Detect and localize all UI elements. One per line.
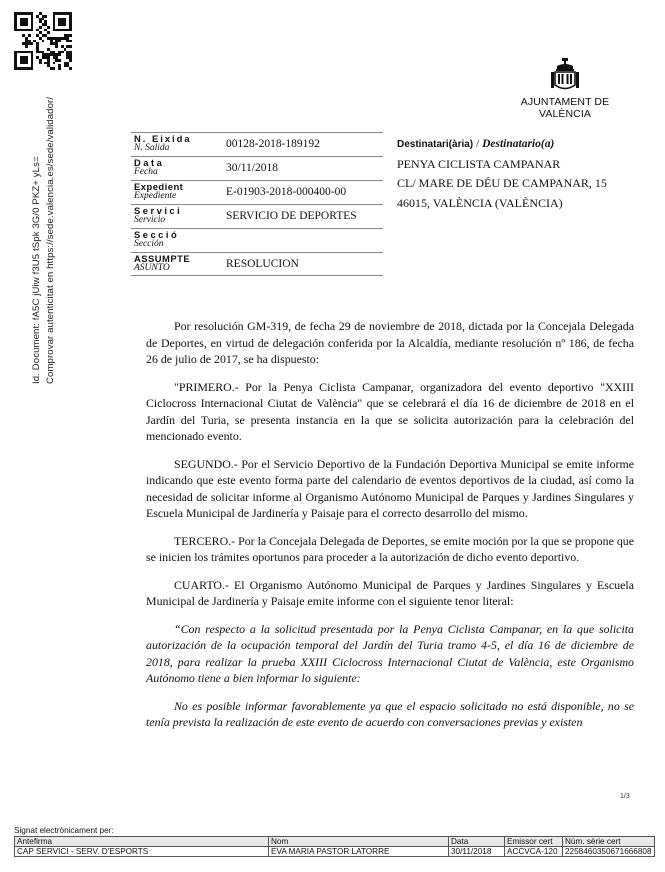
meta-row-service [131, 204, 383, 228]
recipient-header-es: Destinatario(a) [482, 138, 555, 150]
meta-label-es: N. Salida [134, 142, 170, 153]
coat-of-arms-icon [548, 58, 582, 94]
meta-label-va: Data [134, 157, 165, 168]
document-body [146, 318, 634, 742]
logo-text: AJUNTAMENT DE VALÈNCIA [520, 96, 610, 120]
table-row [15, 847, 655, 857]
signature-date: 30/11/2018 [449, 847, 505, 857]
meta-row-file [131, 180, 383, 204]
recipient-block [397, 135, 607, 213]
meta-value: 30/11/2018 [226, 162, 278, 174]
body-paragraph: CUARTO.- El Organismo Autónomo Municipal de Parques y Jardines Singulares y Escuela Municipal de Jardinería y Paisaje emite informe con el siguiente tenor literal: [146, 577, 634, 608]
city-council-logo [495, 58, 635, 120]
verify-url-text: Comprovar autenticitat en https://sede.valencia.es/sede/validador/ [45, 96, 56, 384]
electronic-signature-block [14, 826, 654, 857]
recipient-address: CL/ MARE DE DÉU DE CAMPANAR, 15 [397, 176, 607, 190]
cert-serial: 2258460350671666808 [563, 847, 655, 857]
meta-label-es: Sección [134, 238, 164, 249]
meta-label-va: ASSUMPTE [134, 253, 191, 264]
signature-title: Signat electrònicament per: [14, 826, 114, 835]
document-id: Id. Document: fA5C jUiw f3U5 tSpk 3G/0 PKZ+ yLs= [31, 156, 42, 384]
signature-header-row [15, 837, 655, 847]
meta-value: SERVICIO DE DEPORTES [226, 210, 357, 222]
quoted-paragraph: No es posible informar favorablemente ya que el espacio solicitado no está disponible, no se tenía prevista la realización de este evento de acuerdo con conversaciones previas y existen [146, 698, 634, 729]
page-number: 1/3 [620, 793, 630, 800]
column-header: Núm. sèrie cert [563, 837, 655, 847]
qr-code [14, 12, 72, 70]
column-header: Emissor cert [505, 837, 563, 847]
document-metadata-table [131, 132, 383, 276]
meta-label-es: Fecha [134, 166, 158, 177]
meta-value: RESOLUCION [226, 258, 299, 270]
meta-label-es: Servicio [134, 214, 166, 225]
column-header: Nom [269, 837, 449, 847]
meta-value: 00128-2018-189192 [226, 138, 320, 150]
meta-label-es: Expediente [134, 190, 177, 201]
column-header: Data [449, 837, 505, 847]
meta-row-exit-number [131, 132, 383, 156]
meta-label-es: ASUNTO [134, 262, 170, 273]
meta-value: E-01903-2018-000400-00 [226, 186, 347, 198]
body-paragraph: TERCERO.- Por la Concejala Delegada de Deportes, se emite moción por la que se propone que se inicien los trámites oportunos para proceder a la autorización de dicho evento deportivo. [146, 533, 634, 564]
recipient-header [397, 135, 607, 155]
quoted-paragraph: “Con respecto a la solicitud presentada por la Penya Ciclista Campanar, en la que solicita autorización de la ocupación temporal del Jardín del Turia tramo 4-5, el día 16 de diciembre de 2018, para realizar la prueba XXIII Ciclocross Internacional Ciutat de València, este Organismo Autónomo tiene a bien informar lo siguiente: [146, 621, 634, 685]
signer-role: CAP SERVICI - SERV. D'ESPORTS [15, 847, 269, 857]
recipient-name: PENYA CICLISTA CAMPANAR [397, 156, 561, 171]
body-paragraph: SEGUNDO.- Por el Servicio Deportivo de la Fundación Deportiva Municipal se emite informe indicando que este evento forma parte del calendario de eventos deportivos de la ciudad, así como la necesidad de solicitar informe al Organismo Autónomo Municipal de Parques y Jardines Singulares y Escuela Municipal de Jardinería y Paisaje para el correcto desarrollo del mismo. [146, 456, 634, 520]
column-header: Antefirma [15, 837, 269, 847]
recipient-city: 46015, VALÈNCIA (VALÈNCIA) [397, 195, 563, 210]
cert-issuer: ACCVCA-120 [505, 847, 563, 857]
body-paragraph: "PRIMERO.- Por la Penya Ciclista Campanar, organizadora del evento deportivo "XXIII Ciclocross Internacional Ciutat de València" que se celebrará el día 16 de diciembre de 2018 en el Jardín del Turia, se presenta instancia en la que se solicita autorización para la celebración del mencionado evento. [146, 379, 634, 443]
signer-name: EVA MARIA PASTOR LATORRE [269, 847, 449, 857]
signature-table [14, 836, 655, 857]
meta-label-va: Secció [134, 229, 180, 240]
meta-value [223, 229, 383, 252]
meta-label-va: Expedient [134, 181, 184, 192]
recipient-header-separator: / [473, 138, 483, 150]
body-paragraph: Por resolución GM-319, de fecha 29 de noviembre de 2018, dictada por la Concejala Delegada de Deportes, en virtud de delegación conferida por la Alcaldía, mediante resolución nº 186, de fecha 26 de julio de 2017, se ha dispuesto: [146, 319, 634, 366]
meta-label-va: Servici [134, 205, 183, 216]
meta-row-section [131, 228, 383, 252]
recipient-header-va: Destinatari(ària) [397, 139, 474, 150]
meta-row-date [131, 156, 383, 180]
meta-label-va: N. Eixida [134, 133, 192, 144]
meta-row-subject [131, 252, 383, 276]
